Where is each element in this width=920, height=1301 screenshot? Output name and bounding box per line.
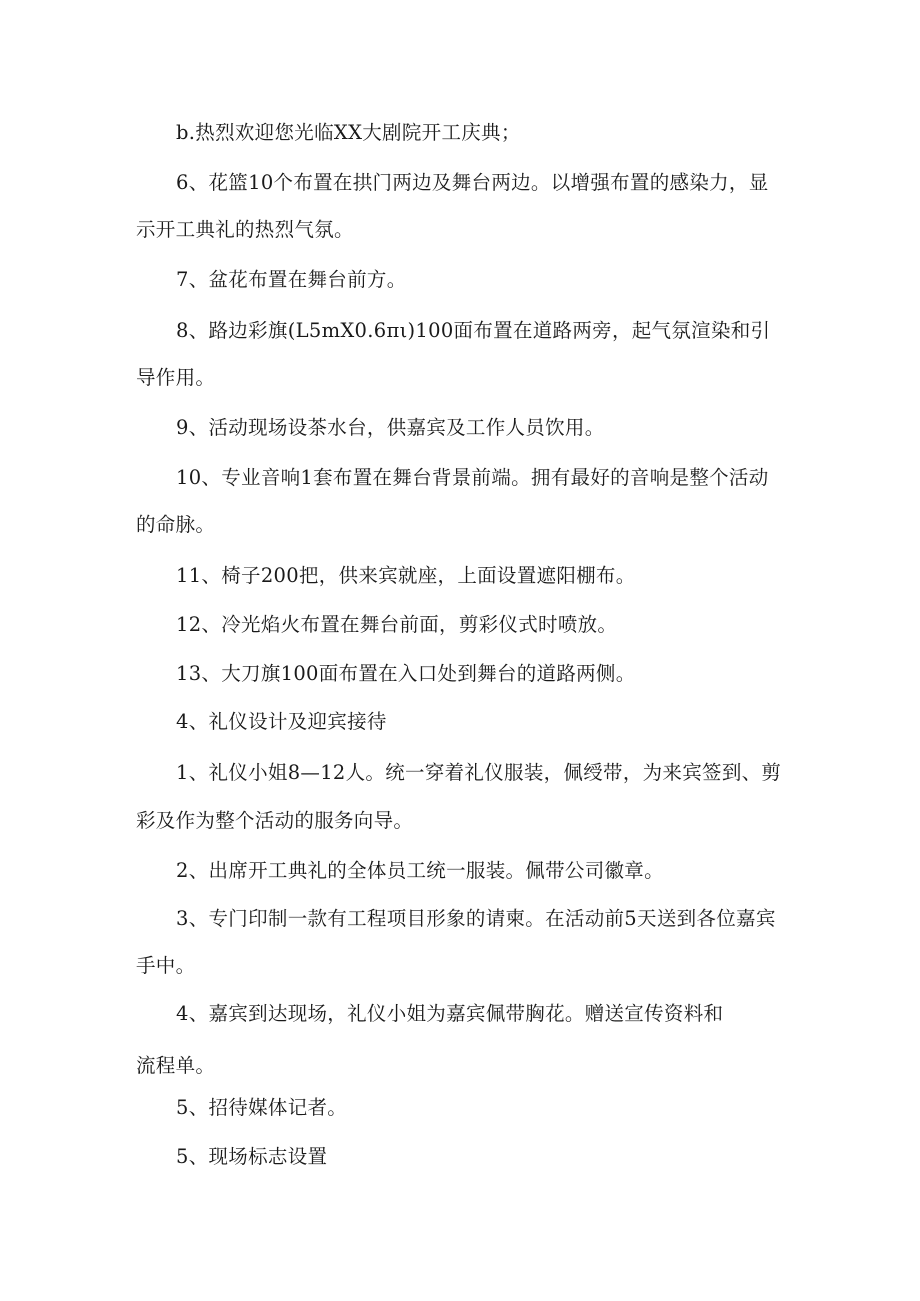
- text-line-item-8-cont: 导作用。: [136, 366, 216, 389]
- text-line-item-9: 9、活动现场设茶水台，供嘉宾及工作人员饮用。: [176, 416, 605, 439]
- text-line-etiquette-2: 2、出席开工典礼的全体员工统一服装。佩带公司徽章。: [176, 859, 664, 882]
- text-line-etiquette-4-cont: 流程单。: [136, 1054, 216, 1077]
- text-line-etiquette-3: 3、专门印制一款有工程项目形象的请柬。在活动前5天送到各位嘉宾: [176, 907, 776, 930]
- text-line-item-12: 12、冷光焰火布置在舞台前面，剪彩仪式时喷放。: [176, 613, 618, 636]
- text-line-etiquette-1: 1、礼仪小姐8—12人。统一穿着礼仪服装，佩绶带，为来宾签到、剪: [176, 761, 782, 784]
- text-line-etiquette-1-cont: 彩及作为整个活动的服务向导。: [136, 809, 414, 832]
- text-line-item-11: 11、椅子200把，供来宾就座，上面设置遮阳棚布。: [176, 564, 636, 587]
- text-line-item-6: 6、花篮10个布置在拱门两边及舞台两边。以增强布置的感染力，显: [176, 171, 769, 194]
- text-line-item-13: 13、大刀旗100面布置在入口处到舞台的道路两侧。: [176, 662, 636, 685]
- text-line-etiquette-4: 4、嘉宾到达现场，礼仪小姐为嘉宾佩带胸花。赠送宣传资料和: [176, 1002, 724, 1025]
- text-line-item-7: 7、盆花布置在舞台前方。: [176, 268, 407, 291]
- text-line-item-6-cont: 示开工典礼的热烈气氛。: [136, 218, 354, 241]
- text-line-etiquette-3-cont: 手中。: [136, 954, 196, 977]
- text-line-welcome-banner: b.热烈欢迎您光临XX大剧院开工庆典；: [176, 121, 521, 144]
- text-line-etiquette-5: 5、招待媒体记者。: [176, 1096, 348, 1119]
- text-line-item-8: 8、路边彩旗(L5mX0.6πι)100面布置在道路两旁，起气氛渲染和引: [176, 319, 771, 342]
- text-line-item-10: 10、专业音响1套布置在舞台背景前端。拥有最好的音响是整个活动: [176, 466, 769, 489]
- text-line-item-10-cont: 的命脉。: [136, 513, 216, 536]
- section-heading-etiquette: 4、礼仪设计及迎宾接待: [176, 710, 387, 733]
- section-heading-signage: 5、现场标志设置: [176, 1145, 328, 1168]
